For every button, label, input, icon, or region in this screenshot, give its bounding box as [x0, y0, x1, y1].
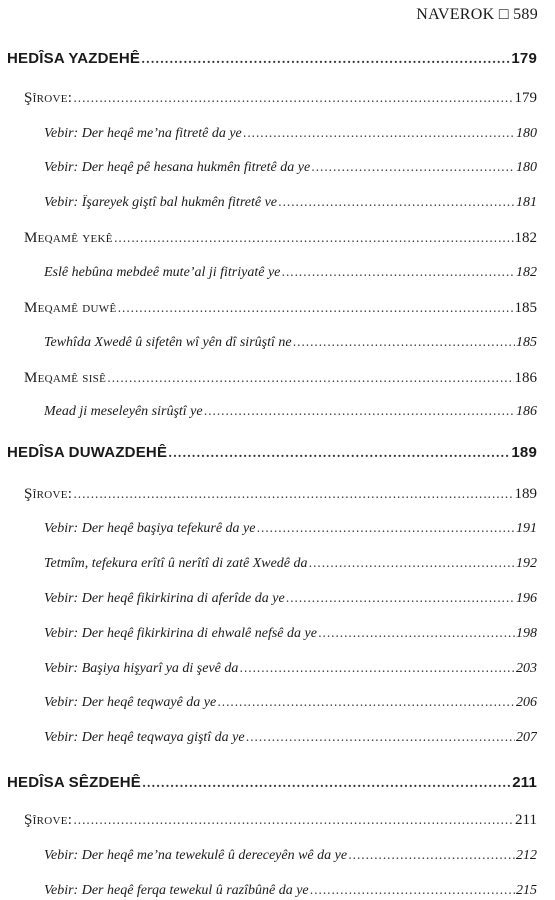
- toc-page-number: 185: [514, 300, 537, 316]
- dot-leader: [243, 126, 515, 140]
- toc-entry-title: Vebir: Der heqê me’na fitretê da ye: [44, 126, 242, 141]
- toc-entry-row[interactable]: [44, 883, 537, 899]
- toc-page-number: 203: [516, 661, 537, 676]
- toc-section-row[interactable]: [24, 230, 537, 247]
- toc-entry-title: Vebir: Der heqê pê hesana hukmên fitretê da ye: [44, 160, 311, 175]
- toc-section-row[interactable]: [24, 370, 537, 387]
- toc-page-number: 212: [516, 848, 537, 863]
- toc-entry-title: Vebir: Der heqê fikirkirina di ehwalê nefsê da ye: [44, 626, 317, 641]
- dot-leader: [256, 521, 515, 535]
- toc-entry-row[interactable]: [44, 591, 537, 607]
- dot-leader: [246, 730, 515, 744]
- running-title: NAVEROK: [416, 6, 495, 23]
- toc-entry-row[interactable]: [44, 730, 537, 746]
- running-header: [416, 6, 538, 24]
- toc-entry-title: Vebir: Der heqê ferqa tewekul û razîbûnê da ye: [44, 883, 309, 898]
- dot-leader: [239, 661, 515, 675]
- toc-chapter-row[interactable]: [7, 444, 537, 461]
- toc-page-number: 211: [515, 812, 537, 828]
- toc-section-row[interactable]: [24, 812, 537, 829]
- dot-leader: [142, 776, 511, 790]
- toc-entry-row[interactable]: [44, 160, 537, 176]
- toc-page-number: 182: [516, 265, 537, 280]
- dot-leader: [348, 848, 515, 862]
- toc-page-number: 180: [516, 160, 537, 175]
- toc-page-number: 215: [516, 883, 537, 898]
- dot-leader: [286, 591, 515, 605]
- dot-leader: [141, 52, 510, 66]
- toc-entry-row[interactable]: [44, 695, 537, 711]
- toc-section-title: Şîrove:: [24, 486, 73, 502]
- toc-page-number: 211: [512, 774, 537, 791]
- toc-page-number: 207: [516, 730, 537, 745]
- dot-leader: [281, 265, 515, 279]
- toc-page-number: 179: [511, 50, 537, 67]
- toc-entry-title: Vebir: Îşareyek giştî bal hukmên fitretê ve: [44, 195, 277, 210]
- toc-page-number: 186: [514, 370, 537, 386]
- dot-leader: [311, 160, 515, 174]
- toc-page-number: 189: [511, 444, 537, 461]
- toc-entry-row[interactable]: [44, 661, 537, 677]
- toc-page-number: 185: [516, 335, 537, 350]
- toc-entry-title: Vebir: Başiya hişyarî ya di şevê da: [44, 661, 239, 676]
- toc-entry-row[interactable]: [44, 195, 537, 211]
- toc-chapter-row[interactable]: [7, 774, 537, 791]
- toc-section-row[interactable]: [24, 486, 537, 503]
- toc-page-number: 181: [516, 195, 537, 210]
- toc-chapter-title: HEDÎSA YAZDEHÊ: [7, 50, 141, 67]
- toc-page-number: 192: [516, 556, 537, 571]
- toc-section-title: Şîrove:: [24, 90, 73, 106]
- toc-entry-row[interactable]: [44, 265, 537, 281]
- toc-page-number: 189: [514, 486, 537, 502]
- toc-entry-row[interactable]: [44, 126, 537, 142]
- toc-entry-title: Vebir: Der heqê teqwaya giştî da ye: [44, 730, 245, 745]
- header-page-number: 589: [513, 6, 538, 23]
- toc-page-number: 179: [514, 90, 537, 106]
- dot-leader: [278, 195, 515, 209]
- toc-entry-row[interactable]: [44, 521, 537, 537]
- toc-page-number: 180: [516, 126, 537, 141]
- toc-entry-title: Mead ji meseleyên sirûştî ye: [44, 404, 203, 419]
- toc-entry-row[interactable]: [44, 848, 537, 864]
- toc-entry-title: Tewhîda Xwedê û sifetên wî yên dî sirûştî ne: [44, 335, 292, 350]
- toc-entry-row[interactable]: [44, 626, 537, 642]
- toc-entry-title: Tetmîm, tefekura erîtî û nerîtî di zatê Xwedê da: [44, 556, 308, 571]
- dot-leader: [117, 301, 513, 315]
- toc-section-title: Şîrove:: [24, 812, 73, 828]
- dot-leader: [168, 446, 510, 460]
- toc-entry-title: Vebir: Der heqê teqwayê da ye: [44, 695, 217, 710]
- toc-section-title: Meqamê duwê: [24, 300, 117, 316]
- toc-entry-title: Vebir: Der heqê fikirkirina di aferîde da ye: [44, 591, 285, 606]
- toc-chapter-title: HEDÎSA SÊZDEHÊ: [7, 774, 141, 791]
- toc-section-title: Meqamê yekê: [24, 230, 113, 246]
- toc-page-number: 191: [516, 521, 537, 536]
- toc-page-number: 198: [516, 626, 537, 641]
- toc-section-title: Meqamê sisê: [24, 370, 107, 386]
- dot-leader: [73, 487, 513, 501]
- toc-page-number: 196: [516, 591, 537, 606]
- dot-leader: [217, 695, 515, 709]
- dot-leader: [293, 335, 515, 349]
- header-separator: □: [498, 6, 509, 23]
- toc-section-row[interactable]: [24, 300, 537, 317]
- toc-entry-row[interactable]: [44, 404, 537, 420]
- toc-entry-title: Eslê hebûna mebdeê mute’al ji fitriyatê ye: [44, 265, 281, 280]
- toc-entry-row[interactable]: [44, 335, 537, 351]
- toc-entry-row[interactable]: [44, 556, 537, 572]
- dot-leader: [114, 231, 514, 245]
- dot-leader: [204, 404, 515, 418]
- dot-leader: [310, 883, 515, 897]
- toc-chapter-row[interactable]: [7, 50, 537, 67]
- toc-section-row[interactable]: [24, 90, 537, 107]
- dot-leader: [73, 813, 514, 827]
- toc-entry-title: Vebir: Der heqê başiya tefekurê da ye: [44, 521, 256, 536]
- dot-leader: [309, 556, 515, 570]
- dot-leader: [73, 91, 513, 105]
- toc-page-number: 206: [516, 695, 537, 710]
- dot-leader: [318, 626, 515, 640]
- toc-page-number: 182: [514, 230, 537, 246]
- dot-leader: [107, 371, 513, 385]
- toc-entry-title: Vebir: Der heqê me’na tewekulê û dereceyên wê da ye: [44, 848, 348, 863]
- toc-chapter-title: HEDÎSA DUWAZDEHÊ: [7, 444, 168, 461]
- toc-page-number: 186: [516, 404, 537, 419]
